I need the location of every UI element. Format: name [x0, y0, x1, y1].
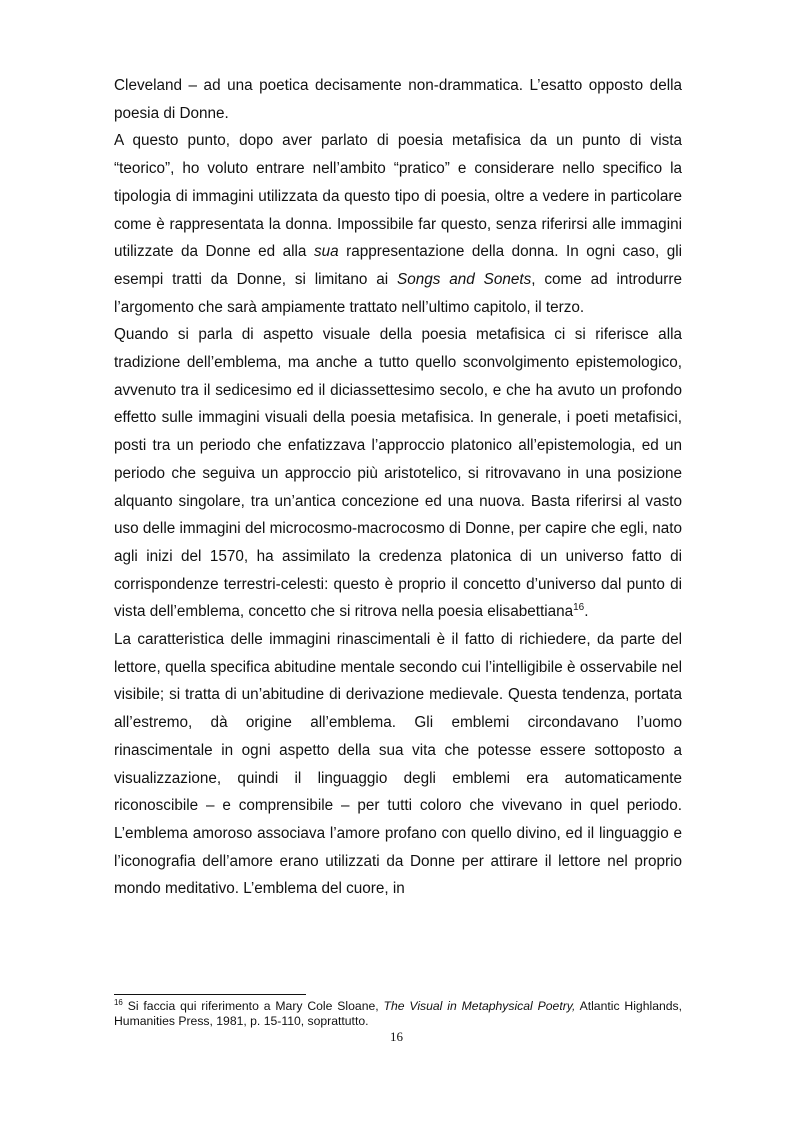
footnote-text [114, 999, 682, 1029]
footnote-body: Atlantic Highlands, Humanities Press, 1981, p. 15-110, soprattutto. [114, 999, 683, 1028]
paragraph-text: rappresentazione della donna. In ogni caso, gli esempi tratti da Donne, si limitano ai [114, 243, 683, 288]
footnote-book-title: The Visual in Metaphysical Poetry, [383, 999, 576, 1013]
paragraph-text: Cleveland – ad una poetica decisamente non-drammatica. L’esatto opposto della poesia di Donne. [114, 77, 682, 122]
italic-emphasis: sua [313, 243, 339, 261]
paragraph-1 [114, 72, 682, 127]
page-number: 16 [390, 1029, 403, 1044]
footnote-separator [114, 994, 306, 995]
body-text [114, 72, 682, 903]
paragraph-text: La caratteristica delle immagini rinascimentali è il fatto di richiedere, da parte del lettore, quella specifica abitudine mentale secondo cui l’intelligibile è osservabile nel visibile; si tratta di un’abitudine di derivazione medievale. Questa tendenza, portata all’estremo, dà origine all’emblema. Gli emblemi circondavano l’uomo rinascimentale in ogni aspetto della sua vita che potesse essere sottoposto a visualizzazione, quindi il linguaggio degli emblemi era automaticamente riconoscibile – e comprensibile – per tutti coloro che vivevano in quel periodo. L’emblema amoroso associava l’amore profano con quello divino, ed il linguaggio e l’iconografia dell’amore erano utilizzati da Donne per attirare il lettore nel proprio mondo meditativo. L’emblema del cuore, in [114, 631, 682, 898]
paragraph-3 [114, 321, 682, 626]
footnote-number: 16 [114, 997, 123, 1007]
paragraph-text: . [584, 603, 589, 621]
italic-work-title: Songs and Sonets [397, 270, 532, 288]
footnote-body: Si faccia qui riferimento a Mary Cole Sloane, [122, 999, 384, 1013]
footnote-reference[interactable]: 16 [573, 602, 585, 614]
paragraph-2 [114, 127, 682, 321]
footnote [114, 999, 682, 1029]
paragraph-text: Quando si parla di aspetto visuale della poesia metafisica ci si riferisce alla tradizione dell’emblema, ma anche a tutto quello sconvolgimento epistemologico, avvenuto tra il sedicesimo ed il diciassettesimo secolo, e che ha avuto un profondo effetto sulle immagini visuali della poesia metafisica. In generale, i poeti metafisici, posti tra un periodo che enfatizzava l’approccio platonico all’epistemologia, ed un periodo che seguiva un approccio più aristotelico, si ritrovavano in una posizione alquanto singolare, tra un’antica concezione ed una nuova. Basta riferirsi al vasto uso delle immagini del microcosmo-macrocosmo di Donne, per capire che egli, nato agli inizi del 1570, ha assimilato la credenza platonica di un universo fatto di corrispondenze terrestri-celesti: questo è proprio il concetto d’universo dal punto di vista dell’emblema, concetto che si ritrova nella poesia elisabettiana [114, 326, 682, 621]
paragraph-text: , come ad introdurre l’argomento che sarà ampiamente trattato nell’ultimo capitolo, il terzo. [114, 270, 682, 316]
paragraph-text: A questo punto, dopo aver parlato di poesia metafisica da un punto di vista “teorico”, ho voluto entrare nell’ambito “pratico” e considerare nello specifico la tipologia di immagini utilizzata da questo tipo di poesia, oltre a vedere in particolare come è rappresentata la donna. Impossibile far questo, senza riferirsi alle immagini utilizzate da Donne ed alla [114, 132, 682, 261]
paragraph-4 [114, 626, 682, 903]
